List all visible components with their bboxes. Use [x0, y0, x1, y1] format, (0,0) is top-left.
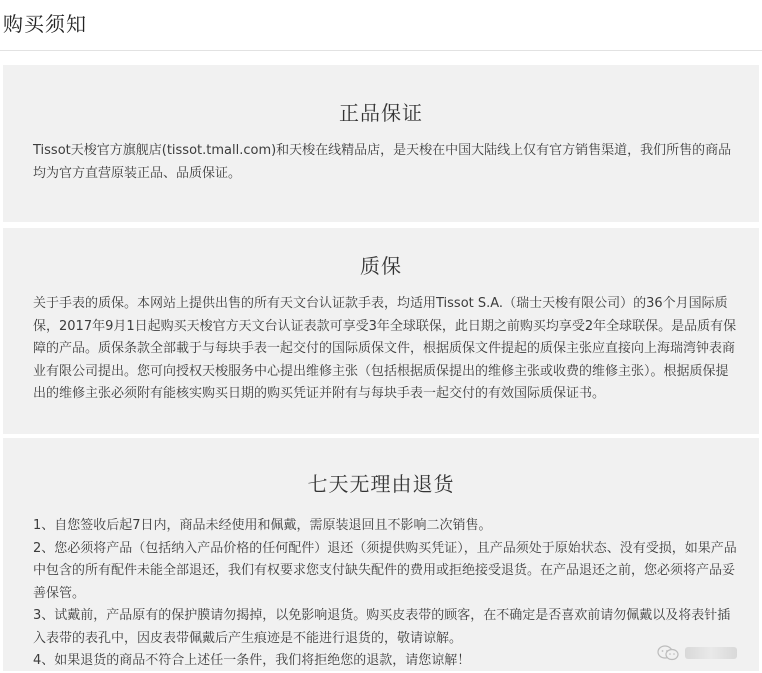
wechat-icon	[657, 645, 679, 661]
section-paragraph: 关于手表的质保。本网站上提供出售的所有天文台认证款手表，均适用Tissot S.A.（瑞士天梭有限公司）的36个月国际质保，2017年9月1日起购买天梭官方天文台认证表款可享受3年全球联保，此日期之前购买均享受2年全球联保。是品质有保障的产品。质保条款全部載于与每块手表一起交付的国际质保文件，根据质保文件提起的质保主张应直接向上海瑞湾钟表商业有限公司提出。您可向授权天梭服务中心提出维修主张（包括根据质保提出的维修主张或收费的维修主张）。根据质保提出的维修主张必须附有能核实购买日期的购买凭证并附有与每块手表一起交付的有效国际质保证书。	[33, 296, 737, 401]
return-rule-3: 3、试戴前，产品原有的保护膜请勿揭掉，以免影响退货。购买皮表带的顾客，在不确定是否喜欢前请勿佩戴以及将表针插入表带的表孔中，因皮表带佩戴后产生痕迹是不能进行退货的，敬请谅解。	[33, 608, 731, 646]
return-rule-2: 2、您必须将产品（包括纳入产品价格的任何配件）退还（须提供购买凭证），且产品须处于原始状态、没有受损，如果产品中包含的所有配件未能全部退还，我们有权要求您支付缺失配件的费用或拒绝接受退货。在产品退还之前，您必须将产品妥善保管。	[33, 540, 737, 601]
section-returns	[3, 438, 759, 671]
page-title: 购买须知	[3, 12, 87, 36]
return-rule-4: 4、如果退货的商品不符合上述任一条件，我们将拒绝您的退款，请您谅解！	[33, 653, 471, 668]
section-title: 质保	[360, 254, 402, 278]
watermark-blurred-name	[685, 647, 737, 659]
section-body	[33, 140, 739, 185]
section-body	[33, 515, 739, 673]
watermark	[657, 645, 737, 661]
page-header	[0, 0, 762, 51]
section-authenticity	[3, 65, 759, 222]
section-body	[33, 293, 739, 406]
return-rule-1: 1、自您签收后起7日内，商品未经使用和佩戴，需原装退回且不影响二次销售。	[33, 518, 492, 533]
section-paragraph: Tissot天梭官方旗舰店(tissot.tmall.com)和天梭在线精品店，是天梭在中国大陆线上仅有官方销售渠道，我们所售的商品均为官方直营原装正品、品质保证。	[33, 143, 732, 181]
section-title: 正品保证	[339, 101, 423, 125]
section-title: 七天无理由退货	[307, 472, 455, 496]
section-warranty	[3, 228, 759, 434]
